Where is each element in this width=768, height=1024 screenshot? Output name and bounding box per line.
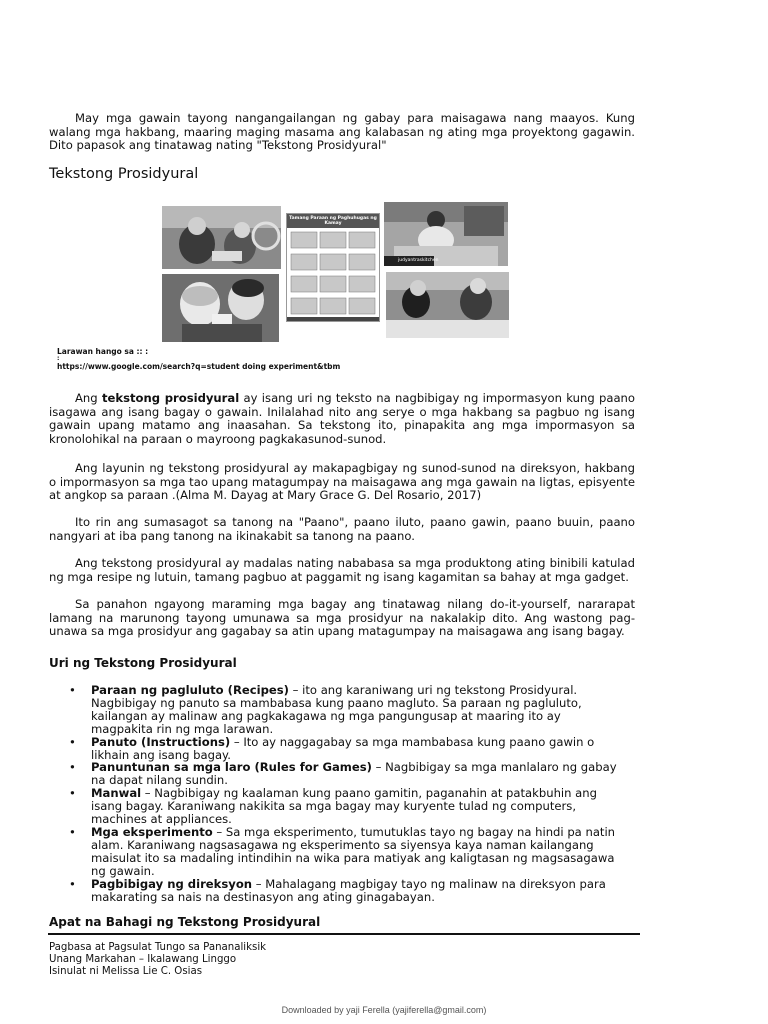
list-item xyxy=(49,878,619,904)
list-item-desc: – ito ang karaniwang uri ng tekstong Prosidyural. Nagbibigay ng panuto sa mambabasa kung paano magluto. Sa paraan ng pagluluto, kailangan ay malinaw ang pagkakagawa ng mga pangungusap at maaring ito ay magpakita rin ng mga larawan. xyxy=(91,683,582,736)
footer-subject: Pagbasa at Pagsulat Tungo sa Pananaliksik xyxy=(49,942,267,953)
list-item-term: Paraan ng pagluluto (Recipes) xyxy=(91,683,289,697)
bullet-icon: • xyxy=(69,876,76,891)
caption-line-2: : xyxy=(57,355,60,362)
uri-heading: Uri ng Tekstong Prosidyural xyxy=(49,656,237,670)
list-item-desc: – Mahalagang magbigay tayo ng malinaw na direksyon para makarating sa nais na destinasyon ang ating ginagabayan. xyxy=(91,876,606,904)
list-item-desc: – Ito ay naggagabay sa mga mambabasa kung paano gawin o likhain ang isang bagay. xyxy=(91,734,595,762)
apat-heading: Apat na Bahagi ng Tekstong Prosidyural xyxy=(49,915,321,929)
bullet-icon: • xyxy=(69,786,76,801)
definition-term: tekstong prosidyural xyxy=(101,391,240,405)
list-item-term: Manwal xyxy=(91,786,142,801)
list-item-term: Panuto (Instructions) xyxy=(91,734,231,749)
photo-two-students xyxy=(162,274,279,342)
photo-watermark: judyantraskitchen xyxy=(398,258,439,263)
caption-url[interactable]: https://www.google.com/search?q=student doing experiment&tbm xyxy=(57,362,341,371)
list-item xyxy=(49,787,619,826)
caption-line-1: Larawan hango sa :: : xyxy=(57,347,149,356)
photo-students-experiment xyxy=(162,206,281,269)
paragraph-diy: Sa panahon ngayong maraming mga bagay ang tinatawag nilang do-it-yourself, nararapat lamang na marunong tayong umunawa sa mga prosidyur na nakalakip dito. Ang wastong pag-unawa sa mga prosidyur ang gagabay sa atin upang matagumpay na maisagawa ang isang bagay. xyxy=(49,597,635,638)
list-item xyxy=(49,761,619,787)
poster-title: Tamang Paraan ng Paghuhugas ng Kamay xyxy=(287,214,379,228)
list-item-desc: – Nagbibigay sa mga manlalaro ng gabay na dapat nilang sundin. xyxy=(91,760,617,788)
list-item xyxy=(49,684,619,736)
bullet-icon: • xyxy=(69,824,76,839)
list-item-desc: – Sa mga eksperimento, tumutuklas tayo ng bagay na hindi pa natin alam. Karaniwang nagsasagawa ng eksperimento sa siyensya kaya naman kailangang maisulat ito sa madaling intindihin na wika para matiyak ang kaligtasan ng magsasagawa ng gawain. xyxy=(91,824,616,878)
list-item-desc: – Nagbibigay ng kaalaman kung paano gamitin, paganahin at patakbuhin ang isang bagay. Karaniwang nakikita sa mga bagay may kuryente tulad ng computers, machines at appliances. xyxy=(91,786,597,827)
paragraph-layunin: Ang layunin ng tekstong prosidyural ay makapagbigay ng sunod-sunod na direksyon, hakbang o impormasyon sa mga tao upang matagumpay na maisagawa ang mga gawain na ligtas, episyente at angkop sa paraan .(Alma M. Dayag at Mary Grace G. Del Rosario, 2017) xyxy=(49,461,635,502)
footer xyxy=(49,942,266,978)
download-note: Downloaded by yaji Ferella (yajiferella@gmail.com) xyxy=(281,1005,487,1015)
list-item xyxy=(49,736,619,762)
definition-lead: Ang xyxy=(75,391,102,405)
uri-list xyxy=(49,684,619,903)
section-heading: Tekstong Prosidyural xyxy=(49,166,199,182)
paragraph-paano: Ito rin ang sumasagot sa tanong na "Paano", paano iluto, paano gawin, paano buuin, paano nangyari at iba pang tanong na ikinakabit sa tanong na paano. xyxy=(49,515,635,543)
bullet-icon: • xyxy=(69,683,76,697)
photo-lab-work xyxy=(386,272,509,338)
photo-cooking xyxy=(384,202,508,266)
image-caption-source xyxy=(57,347,340,371)
list-item-term: Pagbibigay ng direksyon xyxy=(91,876,253,891)
footer-divider xyxy=(48,933,640,935)
footer-author: Isinulat ni Melissa Lie C. Osias xyxy=(49,966,203,977)
intro-paragraph: May mga gawain tayong nangangailangan ng gabay para maisagawa nang maayos. Kung walang mga hakbang, maaring maging masama ang kalabasan ng ating mga proyektong gagawin. Dito papasok ang tinatawag nating "Tekstong Prosidyural" xyxy=(49,111,635,152)
footer-quarter: Unang Markahan – Ikalawang Linggo xyxy=(49,954,237,965)
paragraph-definition xyxy=(49,392,635,446)
bullet-icon: • xyxy=(69,760,76,775)
paragraph-produkto: Ang tekstong prosidyural ay madalas nating nababasa sa mga produktong ating binibili katulad ng mga resipe ng lutuin, tamang pagbuo at paggamit ng isang kagamitan sa bahay at mga gadget. xyxy=(49,556,635,584)
list-item-term: Panuntunan sa mga laro (Rules for Games) xyxy=(91,760,372,775)
definition-body: ay isang uri ng teksto na nagbibigay ng impormasyon kung paano isagawa ang isang bagay o gawain. Inilalahad nito ang serye o mga hakbang sa pagbuo ng isang gawain upang matamo ang inaasahan. Sa tekstong ito, pinapakita ang mga impormasyon sa kronolohikal na paraan o mayroong pagkakasunod-sunod. xyxy=(49,391,636,446)
list-item xyxy=(49,826,619,878)
bullet-icon: • xyxy=(69,734,76,749)
poster-handwashing xyxy=(286,213,380,322)
list-item-term: Mga eksperimento xyxy=(91,824,213,839)
